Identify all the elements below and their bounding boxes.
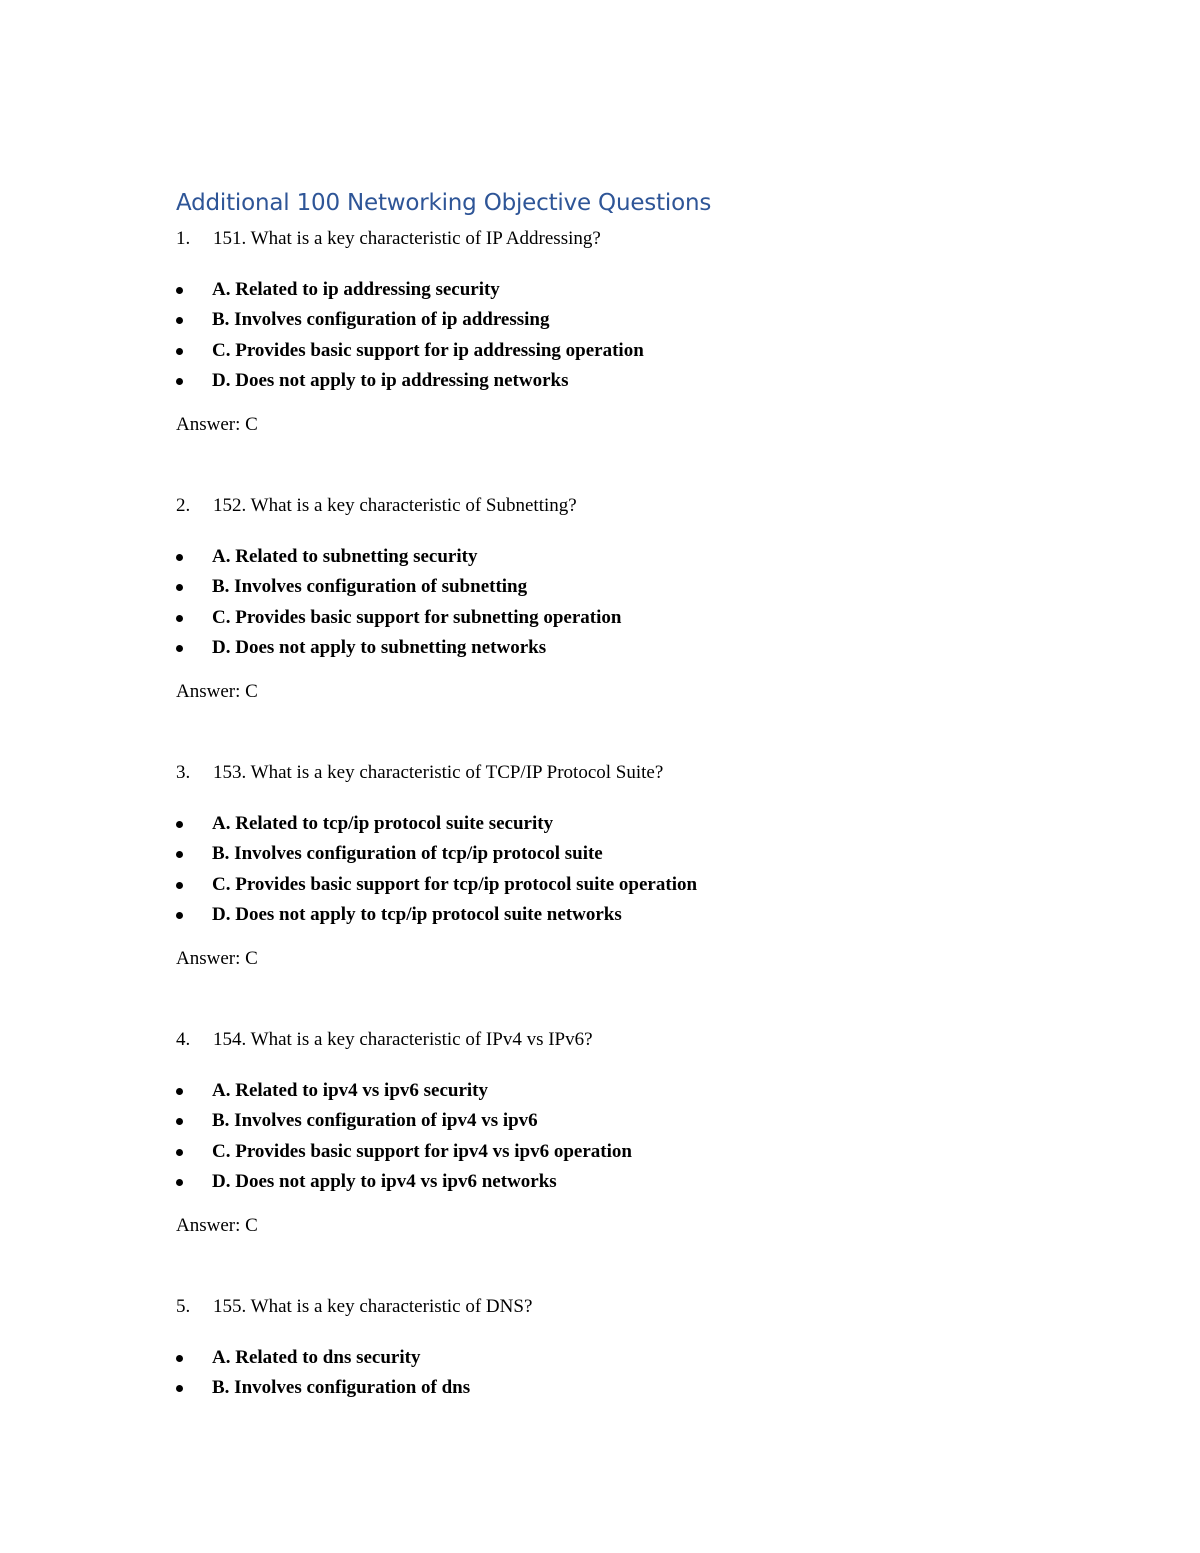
option-item [176, 843, 1076, 873]
option-item [176, 1171, 1076, 1201]
question-line [176, 1029, 1076, 1055]
option-item [176, 637, 1076, 667]
bullet-icon [176, 287, 183, 294]
option-text: B. Involves configuration of ip addressing [212, 309, 550, 331]
option-item [176, 279, 1076, 309]
answer-text: Answer: C [176, 948, 258, 970]
option-list [176, 546, 1076, 667]
question-block-3 [176, 762, 1076, 970]
option-item [176, 1377, 1076, 1407]
option-list [176, 279, 1076, 400]
question-text: 151. What is a key characteristic of IP Addressing? [213, 228, 601, 249]
bullet-icon [176, 348, 183, 355]
option-text: C. Provides basic support for ip addressing operation [212, 339, 644, 361]
option-text: D. Does not apply to subnetting networks [212, 636, 547, 658]
option-item [176, 1141, 1076, 1171]
option-text: D. Does not apply to ip addressing networks [212, 369, 569, 391]
bullet-icon [176, 554, 183, 561]
option-text: B. Involves configuration of subnetting [212, 576, 528, 598]
question-line [176, 495, 1076, 521]
question-number: 5. [176, 1296, 191, 1317]
bullet-icon [176, 1355, 183, 1362]
option-text: A. Related to tcp/ip protocol suite security [212, 813, 554, 834]
question-text: 153. What is a key characteristic of TCP/IP Protocol Suite? [213, 762, 664, 783]
question-text: 155. What is a key characteristic of DNS? [213, 1296, 533, 1317]
option-item [176, 370, 1076, 400]
bullet-icon [176, 615, 183, 622]
document-title: Additional 100 Networking Objective Questions [176, 190, 712, 216]
option-text: B. Involves configuration of tcp/ip protocol suite [212, 843, 603, 865]
bullet-icon [176, 1179, 183, 1186]
bullet-icon [176, 821, 183, 828]
answer-text: Answer: C [176, 1215, 258, 1237]
bullet-icon [176, 851, 183, 858]
bullet-icon [176, 1088, 183, 1095]
option-text: D. Does not apply to tcp/ip protocol suite networks [212, 903, 622, 925]
option-item [176, 874, 1076, 904]
option-text: C. Provides basic support for ipv4 vs ipv6 operation [212, 1140, 632, 1162]
option-text: A. Related to ip addressing security [212, 279, 500, 300]
option-list [176, 1347, 1076, 1408]
bullet-icon [176, 378, 183, 385]
option-item [176, 1080, 1076, 1110]
question-number: 1. [176, 228, 191, 249]
answer-text: Answer: C [176, 681, 258, 703]
option-item [176, 1110, 1076, 1140]
option-item [176, 546, 1076, 576]
question-line [176, 762, 1076, 788]
option-text: A. Related to dns security [212, 1347, 421, 1368]
option-text: D. Does not apply to ipv4 vs ipv6 networks [212, 1170, 557, 1192]
option-item [176, 1347, 1076, 1377]
question-block-4 [176, 1029, 1076, 1237]
question-number: 2. [176, 495, 191, 516]
option-text: A. Related to ipv4 vs ipv6 security [212, 1080, 489, 1101]
option-text: C. Provides basic support for subnetting operation [212, 606, 622, 628]
question-line [176, 228, 1076, 254]
option-item [176, 904, 1076, 934]
bullet-icon [176, 882, 183, 889]
option-item [176, 309, 1076, 339]
question-number: 4. [176, 1029, 191, 1050]
bullet-icon [176, 645, 183, 652]
answer-text: Answer: C [176, 414, 258, 436]
bullet-icon [176, 1385, 183, 1392]
option-item [176, 340, 1076, 370]
bullet-icon [176, 317, 183, 324]
option-list [176, 1080, 1076, 1201]
option-text: B. Involves configuration of dns [212, 1377, 471, 1399]
question-line [176, 1296, 1076, 1322]
option-item [176, 576, 1076, 606]
option-text: A. Related to subnetting security [212, 546, 478, 567]
option-text: C. Provides basic support for tcp/ip protocol suite operation [212, 873, 698, 895]
option-text: B. Involves configuration of ipv4 vs ipv6 [212, 1110, 538, 1132]
bullet-icon [176, 1118, 183, 1125]
option-list [176, 813, 1076, 934]
question-block-1 [176, 228, 1076, 436]
question-text: 152. What is a key characteristic of Subnetting? [213, 495, 577, 516]
question-number: 3. [176, 762, 191, 783]
bullet-icon [176, 584, 183, 591]
question-block-5 [176, 1296, 1076, 1399]
bullet-icon [176, 912, 183, 919]
question-block-2 [176, 495, 1076, 703]
option-item [176, 607, 1076, 637]
option-item [176, 813, 1076, 843]
bullet-icon [176, 1149, 183, 1156]
question-text: 154. What is a key characteristic of IPv4 vs IPv6? [213, 1029, 593, 1050]
